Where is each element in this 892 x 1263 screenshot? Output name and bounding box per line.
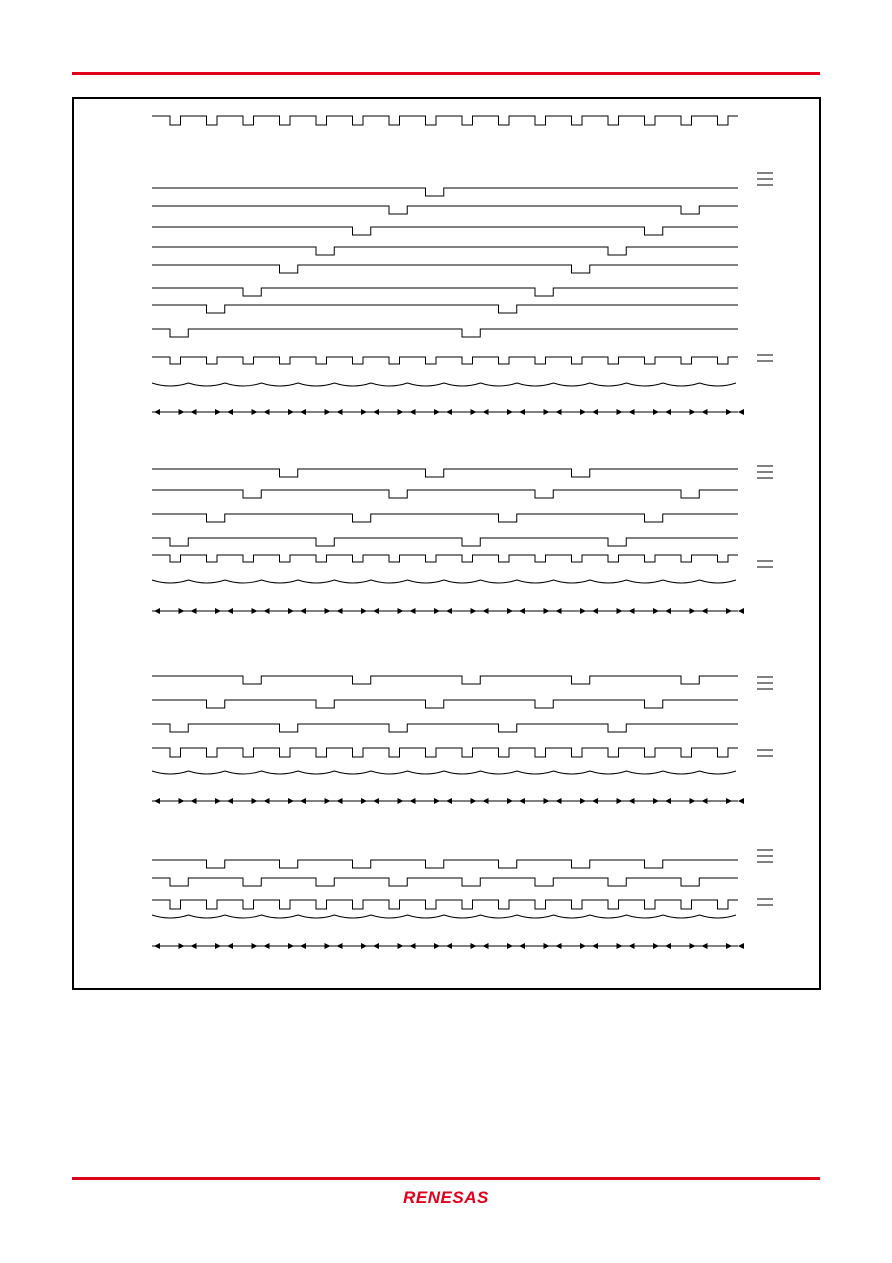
arrowhead-left-icon xyxy=(665,798,671,804)
arrowhead-right-icon xyxy=(361,409,367,415)
arrowhead-left-icon xyxy=(556,608,562,614)
arrowhead-left-icon xyxy=(446,608,452,614)
brace-row-s3 xyxy=(152,771,736,774)
arrowhead-right-icon xyxy=(653,608,659,614)
arrowhead-left-icon xyxy=(629,943,635,949)
arrowhead-right-icon xyxy=(653,943,659,949)
arrowhead-left-icon xyxy=(337,608,343,614)
arrowhead-right-icon xyxy=(215,798,221,804)
arrowhead-left-icon xyxy=(629,798,635,804)
arrowhead-right-icon xyxy=(507,798,513,804)
arrowhead-left-icon xyxy=(702,798,708,804)
arrowhead-right-icon xyxy=(507,608,513,614)
arrowhead-left-icon xyxy=(373,943,379,949)
arrowhead-left-icon xyxy=(154,409,160,415)
arrowhead-right-icon xyxy=(361,608,367,614)
arrowhead-right-icon xyxy=(215,409,221,415)
arrowhead-left-icon xyxy=(556,943,562,949)
scan-line-s4-2 xyxy=(152,878,738,886)
arrowhead-right-icon xyxy=(544,608,550,614)
arrowhead-right-icon xyxy=(252,608,258,614)
arrowhead-right-icon xyxy=(288,409,294,415)
arrowhead-right-icon xyxy=(252,409,258,415)
arrowhead-right-icon xyxy=(361,798,367,804)
arrowhead-left-icon xyxy=(702,943,708,949)
arrowhead-right-icon xyxy=(398,943,404,949)
arrowhead-left-icon xyxy=(519,608,525,614)
scan-line-s3-2 xyxy=(152,700,738,708)
arrowhead-right-icon xyxy=(325,798,331,804)
arrowhead-right-icon xyxy=(690,943,696,949)
arrowhead-left-icon xyxy=(738,943,744,949)
arrowhead-right-icon xyxy=(580,943,586,949)
arrowhead-right-icon xyxy=(617,798,623,804)
scan-line-s4-1 xyxy=(152,860,738,868)
arrowhead-left-icon xyxy=(410,608,416,614)
arrowhead-right-icon xyxy=(179,608,185,614)
clock-waveform xyxy=(152,116,738,125)
arrowhead-right-icon xyxy=(726,608,732,614)
arrowhead-left-icon xyxy=(665,943,671,949)
footer-rule xyxy=(72,1177,820,1180)
scan-line-s2-3 xyxy=(152,514,738,522)
arrowhead-right-icon xyxy=(179,409,185,415)
arrowhead-right-icon xyxy=(580,798,586,804)
arrowhead-right-icon xyxy=(361,943,367,949)
arrowhead-right-icon xyxy=(215,608,221,614)
arrowhead-right-icon xyxy=(398,608,404,614)
arrowhead-left-icon xyxy=(702,409,708,415)
arrowhead-left-icon xyxy=(191,943,197,949)
arrowhead-left-icon xyxy=(373,798,379,804)
arrowhead-left-icon xyxy=(483,943,489,949)
scan-line-s1-7 xyxy=(152,305,738,313)
arrowhead-left-icon xyxy=(264,943,270,949)
arrowhead-right-icon xyxy=(653,409,659,415)
brace-row-s2 xyxy=(152,580,736,583)
arrowhead-right-icon xyxy=(434,409,440,415)
arrowhead-left-icon xyxy=(410,409,416,415)
brace-row-s1 xyxy=(152,383,736,386)
arrowhead-right-icon xyxy=(471,943,477,949)
arrowhead-right-icon xyxy=(617,943,623,949)
arrowhead-left-icon xyxy=(483,409,489,415)
arrowhead-left-icon xyxy=(227,943,233,949)
arrowhead-left-icon xyxy=(592,409,598,415)
scan-line-s1-4 xyxy=(152,247,738,255)
arrowhead-right-icon xyxy=(726,409,732,415)
arrowhead-right-icon xyxy=(690,798,696,804)
arrowhead-left-icon xyxy=(519,798,525,804)
arrowhead-left-icon xyxy=(264,608,270,614)
arrowhead-right-icon xyxy=(471,409,477,415)
arrowhead-right-icon xyxy=(215,943,221,949)
renesas-logo xyxy=(0,1188,892,1208)
arrowhead-right-icon xyxy=(179,943,185,949)
arrowhead-right-icon xyxy=(325,608,331,614)
arrowhead-right-icon xyxy=(179,798,185,804)
output-waveform-s4 xyxy=(152,900,738,909)
arrowhead-left-icon xyxy=(191,798,197,804)
arrowhead-right-icon xyxy=(434,608,440,614)
arrowhead-left-icon xyxy=(629,608,635,614)
arrowhead-right-icon xyxy=(398,409,404,415)
arrowhead-left-icon xyxy=(629,409,635,415)
output-waveform-s2 xyxy=(152,555,738,562)
arrowhead-left-icon xyxy=(556,409,562,415)
arrowhead-left-icon xyxy=(483,608,489,614)
arrowhead-right-icon xyxy=(325,409,331,415)
scan-line-s1-8 xyxy=(152,329,738,337)
arrowhead-left-icon xyxy=(337,798,343,804)
arrowhead-right-icon xyxy=(580,409,586,415)
arrowhead-right-icon xyxy=(507,943,513,949)
arrowhead-left-icon xyxy=(373,409,379,415)
arrowhead-left-icon xyxy=(227,409,233,415)
scan-line-s3-3 xyxy=(152,724,738,732)
arrowhead-left-icon xyxy=(337,409,343,415)
brace-row-s4 xyxy=(152,915,736,918)
arrowhead-left-icon xyxy=(154,608,160,614)
arrowhead-left-icon xyxy=(446,409,452,415)
arrowhead-right-icon xyxy=(690,608,696,614)
logo-text: RENESAS xyxy=(403,1188,489,1207)
arrowhead-left-icon xyxy=(519,409,525,415)
arrowhead-left-icon xyxy=(154,943,160,949)
arrowhead-left-icon xyxy=(592,943,598,949)
arrowhead-right-icon xyxy=(288,608,294,614)
arrowhead-right-icon xyxy=(434,798,440,804)
scan-line-s2-2 xyxy=(152,490,738,498)
arrowhead-right-icon xyxy=(288,798,294,804)
arrowhead-left-icon xyxy=(300,409,306,415)
output-waveform-s3 xyxy=(152,748,738,757)
arrowhead-right-icon xyxy=(544,798,550,804)
arrowhead-right-icon xyxy=(398,798,404,804)
arrowhead-right-icon xyxy=(653,798,659,804)
arrowhead-right-icon xyxy=(434,943,440,949)
arrowhead-left-icon xyxy=(300,943,306,949)
arrowhead-right-icon xyxy=(507,409,513,415)
arrowhead-left-icon xyxy=(738,608,744,614)
arrowhead-left-icon xyxy=(702,608,708,614)
arrowhead-right-icon xyxy=(617,409,623,415)
arrowhead-left-icon xyxy=(665,409,671,415)
arrowhead-left-icon xyxy=(300,608,306,614)
arrowhead-left-icon xyxy=(264,798,270,804)
scan-line-s1-1 xyxy=(152,188,738,196)
arrowhead-right-icon xyxy=(288,943,294,949)
scan-line-s3-1 xyxy=(152,676,738,684)
arrowhead-left-icon xyxy=(300,798,306,804)
arrowhead-right-icon xyxy=(580,608,586,614)
arrowhead-left-icon xyxy=(191,608,197,614)
arrowhead-right-icon xyxy=(544,943,550,949)
arrowhead-left-icon xyxy=(227,608,233,614)
arrowhead-left-icon xyxy=(665,608,671,614)
arrowhead-right-icon xyxy=(252,798,258,804)
arrowhead-right-icon xyxy=(325,943,331,949)
arrowhead-left-icon xyxy=(556,798,562,804)
arrowhead-left-icon xyxy=(264,409,270,415)
arrowhead-left-icon xyxy=(154,798,160,804)
arrowhead-left-icon xyxy=(592,798,598,804)
scan-line-s2-4 xyxy=(152,538,738,546)
arrowhead-right-icon xyxy=(726,798,732,804)
output-waveform-s1 xyxy=(152,357,738,364)
arrowhead-left-icon xyxy=(337,943,343,949)
arrowhead-right-icon xyxy=(471,798,477,804)
arrowhead-right-icon xyxy=(544,409,550,415)
arrowhead-left-icon xyxy=(446,798,452,804)
arrowhead-left-icon xyxy=(191,409,197,415)
arrowhead-left-icon xyxy=(373,608,379,614)
scan-line-s1-2 xyxy=(152,206,738,214)
arrowhead-right-icon xyxy=(617,608,623,614)
arrowhead-right-icon xyxy=(471,608,477,614)
arrowhead-right-icon xyxy=(690,409,696,415)
scan-line-s2-1 xyxy=(152,469,738,477)
arrowhead-left-icon xyxy=(738,409,744,415)
scan-line-s1-5 xyxy=(152,265,738,273)
scan-line-s1-6 xyxy=(152,288,738,296)
arrowhead-left-icon xyxy=(738,798,744,804)
arrowhead-left-icon xyxy=(410,943,416,949)
arrowhead-left-icon xyxy=(519,943,525,949)
arrowhead-right-icon xyxy=(252,943,258,949)
arrowhead-right-icon xyxy=(726,943,732,949)
arrowhead-left-icon xyxy=(410,798,416,804)
arrowhead-left-icon xyxy=(227,798,233,804)
arrowhead-left-icon xyxy=(483,798,489,804)
scan-line-s1-3 xyxy=(152,227,738,235)
arrowhead-left-icon xyxy=(592,608,598,614)
arrowhead-left-icon xyxy=(446,943,452,949)
